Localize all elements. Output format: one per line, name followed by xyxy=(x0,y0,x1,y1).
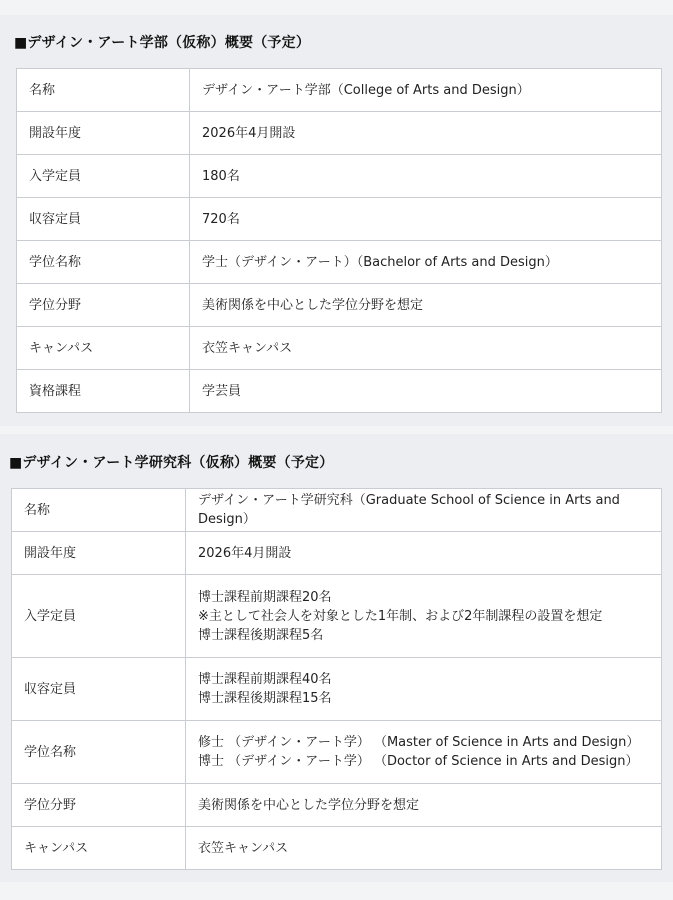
table-row xyxy=(12,784,662,827)
graduate-school-overview-section xyxy=(0,434,673,882)
value-line: 博士課程後期課程15名 xyxy=(198,691,332,706)
faculty-overview-section xyxy=(0,15,673,426)
value-line: 博士 （デザイン・アート学） （Doctor of Science in Arts and Design） xyxy=(198,754,639,769)
row-label: 開設年度 xyxy=(12,532,186,575)
table-row xyxy=(12,532,662,575)
row-label: キャンパス xyxy=(12,827,186,870)
graduate-school-overview-heading: ■デザイン・アート学研究科（仮称）概要（予定） xyxy=(9,455,334,471)
value-line: 博士課程後期課程5名 xyxy=(198,627,324,643)
graduate-school-overview-table xyxy=(11,488,662,870)
table-row xyxy=(12,827,662,870)
row-value: 学芸員 xyxy=(190,370,662,413)
row-value: 美術関係を中心とした学位分野を想定 xyxy=(190,284,662,327)
row-label: 開設年度 xyxy=(17,112,190,155)
row-value: デザイン・アート学研究科（Graduate School of Science in Arts and Design） xyxy=(186,489,662,532)
table-row xyxy=(12,575,662,658)
table-row xyxy=(17,198,662,241)
row-value: 衣笠キャンパス xyxy=(186,827,662,870)
row-value: 学士（デザイン・アート）（Bachelor of Arts and Design） xyxy=(190,241,662,284)
row-label: 学位名称 xyxy=(17,241,190,284)
row-value: 720名 xyxy=(190,198,662,241)
faculty-overview-heading: ■デザイン・アート学部（仮称）概要（予定） xyxy=(14,35,311,51)
row-label: 入学定員 xyxy=(12,575,186,658)
table-row xyxy=(17,284,662,327)
value-line: 修士 （デザイン・アート学） （Master of Science in Arts and Design） xyxy=(198,735,640,750)
table-row xyxy=(12,721,662,784)
table-row xyxy=(17,69,662,112)
value-line: 博士課程前期課程20名 xyxy=(198,589,332,605)
row-value: デザイン・アート学部（College of Arts and Design） xyxy=(190,69,662,112)
table-row xyxy=(17,241,662,284)
row-label: 名称 xyxy=(12,489,186,532)
value-line: ※主として社会人を対象とした1年制、および2年制課程の設置を想定 xyxy=(198,608,603,624)
row-label: 学位分野 xyxy=(17,284,190,327)
row-value xyxy=(186,575,662,658)
table-row xyxy=(17,155,662,198)
row-value: 2026年4月開設 xyxy=(190,112,662,155)
row-label: 収容定員 xyxy=(12,658,186,721)
table-row xyxy=(17,327,662,370)
row-label: 学位分野 xyxy=(12,784,186,827)
table-row xyxy=(12,658,662,721)
row-value xyxy=(186,721,662,784)
row-label: 資格課程 xyxy=(17,370,190,413)
row-label: 収容定員 xyxy=(17,198,190,241)
table-row xyxy=(17,370,662,413)
value-line: 博士課程前期課程40名 xyxy=(198,672,332,687)
table-row xyxy=(17,112,662,155)
row-value: 美術関係を中心とした学位分野を想定 xyxy=(186,784,662,827)
table-row xyxy=(12,489,662,532)
row-label: キャンパス xyxy=(17,327,190,370)
row-value: 2026年4月開設 xyxy=(186,532,662,575)
row-value: 180名 xyxy=(190,155,662,198)
row-label: 学位名称 xyxy=(12,721,186,784)
row-value xyxy=(186,658,662,721)
row-value: 衣笠キャンパス xyxy=(190,327,662,370)
row-label: 入学定員 xyxy=(17,155,190,198)
row-label: 名称 xyxy=(17,69,190,112)
faculty-overview-table xyxy=(16,68,662,413)
